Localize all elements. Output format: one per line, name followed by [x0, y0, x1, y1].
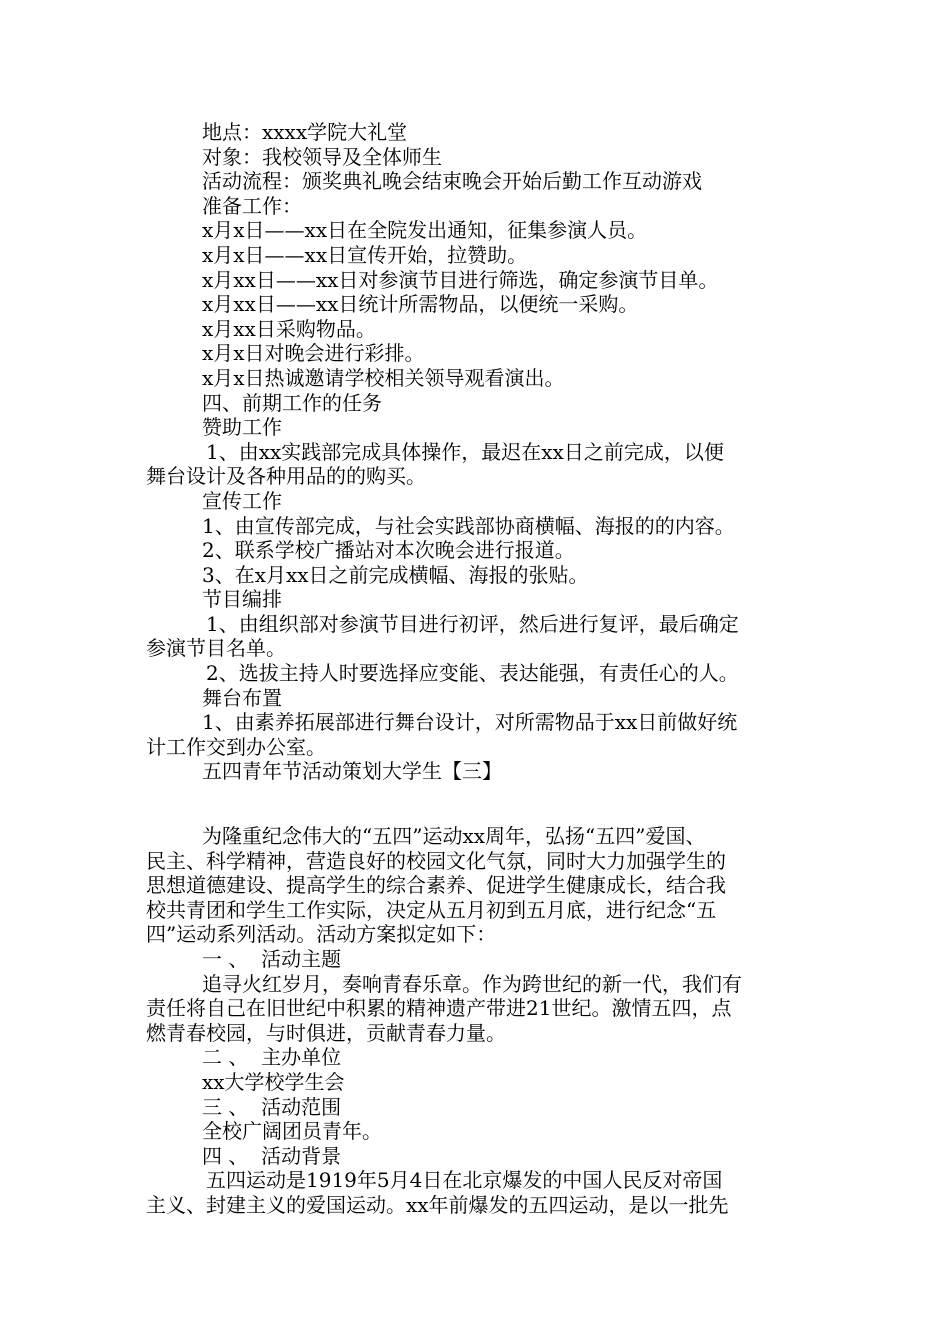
text-line: 2、联系学校广播站对本次晚会进行报道。 [202, 538, 575, 563]
text-line: 参演节目名单。 [146, 636, 286, 661]
text-line: x月x日——xx日在全院发出通知，征集参演人员。 [202, 218, 648, 243]
text-line: 活动流程：颁奖典礼晚会结束晚会开始后勤工作互动游戏 [202, 169, 702, 194]
text-line: 责任将自己在旧世纪中积累的精神遗产带进21世纪。激情五四，点 [146, 996, 732, 1021]
text-line: x月xx日——xx日统计所需物品，以便统一采购。 [202, 292, 639, 317]
text-line: 五四运动是1919年5月4日在北京爆发的中国人民反对帝国 [206, 1168, 723, 1193]
text-line: 准备工作： [202, 193, 302, 218]
text-line: 舞台设计及各种用品的的购买。 [146, 464, 426, 489]
text-line: x月xx日——xx日对参演节目进行筛选，确定参演节目单。 [202, 267, 719, 292]
section-heading: 二 、 主办单位 [202, 1045, 342, 1070]
text-line: x月x日对晚会进行彩排。 [202, 341, 425, 366]
text-line: 2、选拔主持人时要选择应变能、表达能强，有责任心的人。 [206, 661, 739, 686]
text-line: 地点：xxxx学院大礼堂 [202, 120, 408, 144]
text-line: 四”运动系列活动。活动方案拟定如下： [146, 922, 497, 947]
text-line: 全校广阔团员青年。 [202, 1119, 382, 1144]
text-line: 1、由素养拓展部进行舞台设计，对所需物品于xx日前做好统 [202, 710, 738, 735]
text-line: 计工作交到办公室。 [146, 734, 326, 759]
subsection-heading: 宣传工作 [202, 488, 282, 513]
section-heading: 一 、 活动主题 [202, 947, 342, 971]
text-line: x月xx日采购物品。 [202, 316, 376, 341]
text-line: 3、在x月xx日之前完成横幅、海报的张贴。 [202, 562, 589, 587]
text-line: x月x日热诚邀请学校相关领导观看演出。 [202, 365, 565, 390]
section-heading: 三 、 活动范围 [202, 1094, 342, 1119]
subsection-heading: 节目编排 [202, 587, 282, 612]
text-line: xx大学校学生会 [202, 1069, 345, 1094]
text-line: 校共青团和学生工作实际，决定从五月初到五月底，进行纪念“五 [146, 897, 717, 922]
text-line: 1、由xx实践部完成具体操作，最迟在xx日之前完成，以便 [206, 439, 724, 464]
text-line: 主义、封建主义的爱国运动。xx年前爆发的五四运动，是以一批先 [146, 1192, 729, 1217]
text-line: 燃青春校园，与时俱进，贡献青春力量。 [146, 1020, 506, 1045]
section-heading: 四 、 活动背景 [202, 1143, 342, 1168]
text-line: x月x日——xx日宣传开始，拉赞助。 [202, 242, 528, 267]
text-line: 对象：我校领导及全体师生 [202, 144, 442, 169]
document-body [146, 120, 811, 1218]
text-line: 民主、科学精神，营造良好的校园文化气氛，同时大力加强学生的 [146, 848, 726, 873]
paragraph-gap [146, 784, 811, 824]
subsection-heading: 赞助工作 [202, 415, 282, 440]
text-line: 1、由组织部对参演节目进行初评，然后进行复评，最后确定 [206, 611, 739, 636]
section-heading: 四、前期工作的任务 [202, 390, 382, 415]
subsection-heading: 舞台布置 [202, 685, 282, 710]
article-title: 五四青年节活动策划大学生【三】 [202, 759, 502, 784]
text-line: 1、由宣传部完成，与社会实践部协商横幅、海报的的内容。 [202, 513, 735, 538]
text-line: 思想道德建设、提高学生的综合素养、促进学生健康成长，结合我 [146, 873, 726, 898]
text-line: 追寻火红岁月，奏响青春乐章。作为跨世纪的新一代，我们有 [202, 971, 742, 996]
text-line: 为隆重纪念伟大的“五四”运动xx周年，弘扬“五四”爱国、 [202, 824, 706, 849]
